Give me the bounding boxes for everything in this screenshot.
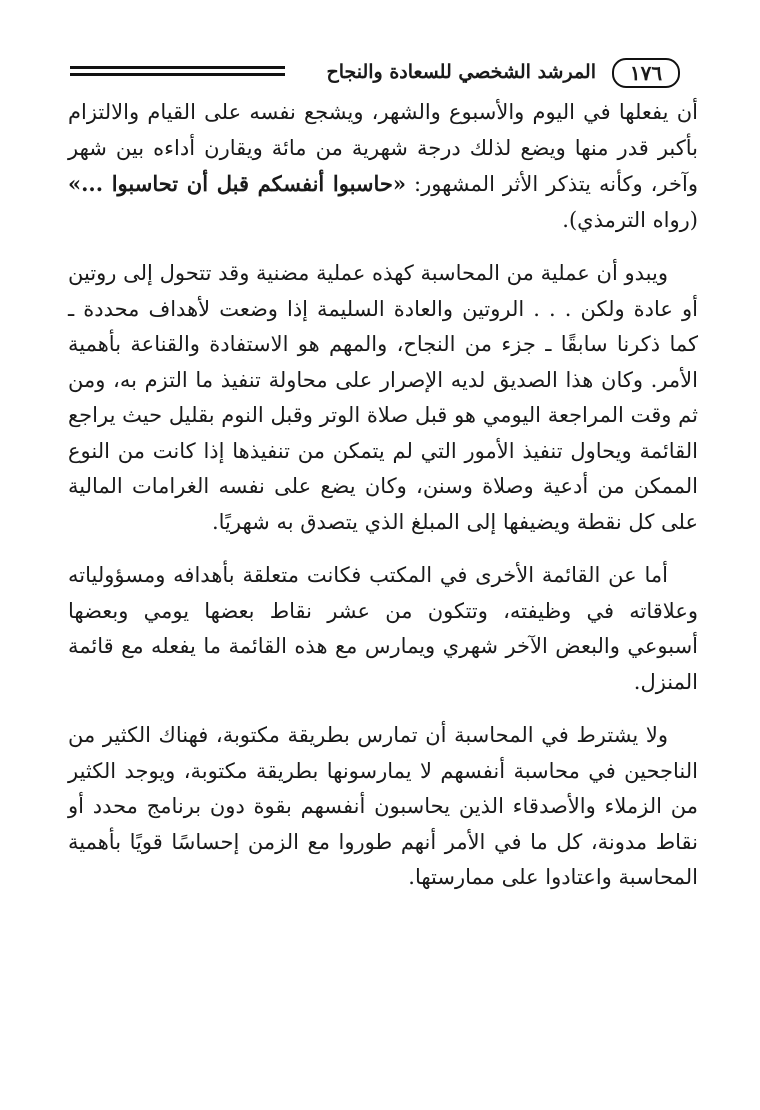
paragraph-1-text: أن يفعلها في اليوم والأسبوع والشهر، ويشجع نفسه على القيام والالتزام بأكبر قدر منها ويضع لذلك درجة شهرية من مائة ويقارن أداءه بين شهر وآخر، وكأنه يتذكر الأثر المشهور: [68, 100, 698, 196]
body-text [68, 95, 698, 914]
paragraph-3: أما عن القائمة الأخرى في المكتب فكانت متعلقة بأهدافه ومسؤولياته وعلاقاته في وظيفته، وتتكون من عشر نقاط بعضها يومي وبعضها أسبوعي والبعض الآخر شهري ويمارس مع هذه القائمة ما يفعله مع قائمة المنزل. [68, 563, 698, 694]
paragraph-2: ويبدو أن عملية من المحاسبة كهذه عملية مضنية وقد تتحول إلى روتين أو عادة ولكن . . . الروتين والعادة السليمة إذا وضعت لأهداف محددة ـ كما ذكرنا سابقًا ـ جزء من النجاح، والمهم هو الاستفادة والقناعة بأهمية الأمر. وكان هذا الصديق لديه الإصرار على محاولة تنفيذ ما التزم به، ومن ثم وقت المراجعة اليومي هو قبل صلاة الوتر وقبل النوم بقليل حيث يراجع القائمة ويحاول تنفيذ الأمور التي لم يتمكن من تنفيذها إذا كانت من النوع الممكن من أدعية وصلاة وسنن، وكان يضع على نفسه الغرامات المالية على كل نقطة ويضيفها إلى المبلغ الذي يتصدق به شهريًا. [68, 261, 698, 534]
running-title: المرشد الشخصي للسعادة والنجاح [326, 61, 596, 83]
hadith-quote: «حاسبوا أنفسكم قبل أن تحاسبوا ...» [68, 171, 407, 196]
page-number: ١٧٦ [612, 58, 680, 88]
paragraph-1-citation: (رواه الترمذي). [562, 207, 698, 232]
paragraph-1 [68, 95, 698, 238]
paragraph-4: ولا يشترط في المحاسبة أن تمارس بطريقة مكتوبة، فهناك الكثير من الناجحين في محاسبة أنفسهم لا يمارسونها بطريقة مكتوبة، ويوجد الكثير من الزملاء والأصدقاء الذين يحاسبون أنفسهم بقوة دون برنامج محدد أو نقاط مدونة، كل ما في الأمر أنهم طوروا مع الزمن إحساسًا قويًا بأهمية المحاسبة واعتادوا على ممارستها. [68, 723, 698, 889]
header-rule [70, 66, 285, 76]
running-header [70, 52, 680, 92]
